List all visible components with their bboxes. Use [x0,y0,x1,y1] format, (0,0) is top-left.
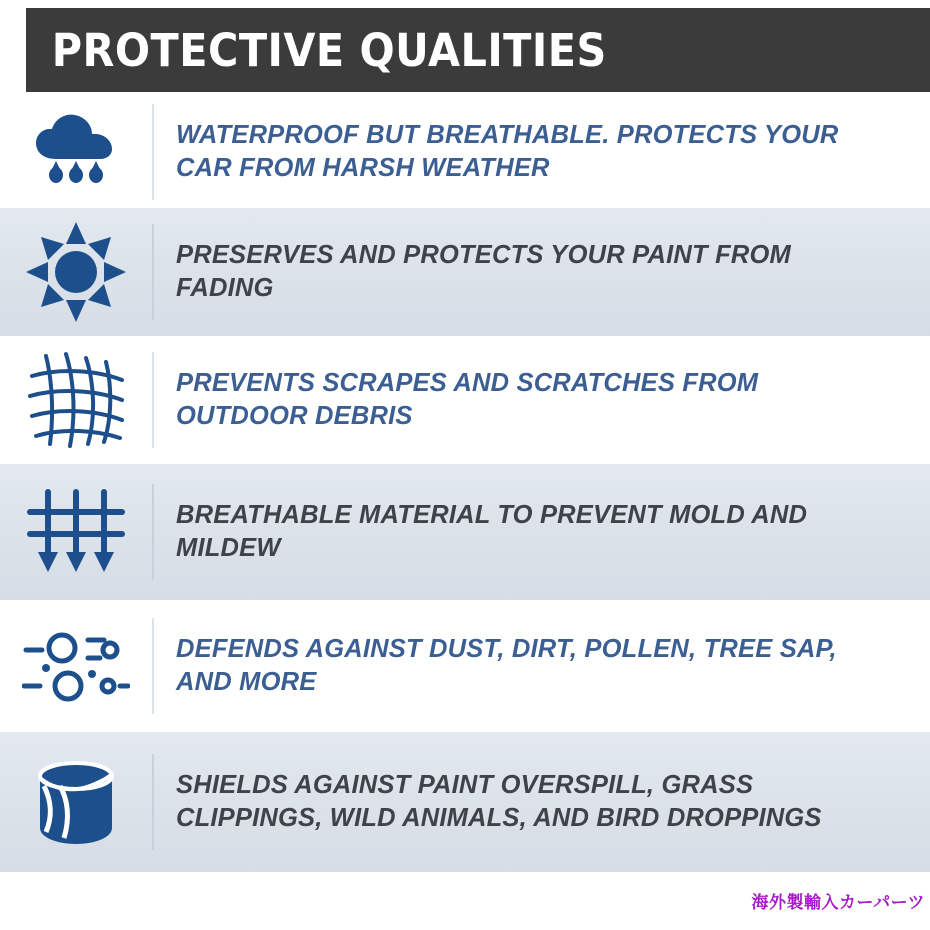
rain-cloud-icon [28,113,124,191]
feature-text: DEFENDS AGAINST DUST, DIRT, POLLEN, TREE SAP, AND MORE [176,635,837,696]
feature-icon-cell [0,628,152,704]
list-item [0,336,930,464]
feature-icon-cell [0,350,152,450]
feature-text-cell [152,754,930,850]
feature-text: BREATHABLE MATERIAL TO PREVENT MOLD AND MILDEW [176,501,808,562]
airflow-arrows-icon [26,486,126,578]
list-item [0,464,930,600]
sun-icon [24,220,128,324]
header-bar [26,8,930,92]
dust-particles-icon [22,628,130,704]
list-item [0,96,930,208]
paint-can-icon [30,756,122,848]
feature-icon-cell [0,756,152,848]
feature-icon-cell [0,113,152,191]
scratch-mesh-icon [26,350,126,450]
feature-text: PRESERVES AND PROTECTS YOUR PAINT FROM FADING [176,241,791,302]
page-title: PROTECTIVE QUALITIES [51,23,607,77]
feature-text-cell [152,104,930,200]
feature-text: SHIELDS AGAINST PAINT OVERSPILL, GRASS CLIPPINGS, WILD ANIMALS, AND BIRD DROPPINGS [176,771,822,832]
feature-text-cell [152,352,930,448]
feature-list [0,96,930,872]
feature-text-cell [152,224,930,320]
watermark-label: 海外製輸入カーパーツ [745,884,930,918]
feature-text: PREVENTS SCRAPES AND SCRATCHES FROM OUTDOOR DEBRIS [176,369,759,430]
list-item [0,600,930,732]
feature-text: WATERPROOF BUT BREATHABLE. PROTECTS YOUR CAR FROM HARSH WEATHER [176,121,839,182]
feature-icon-cell [0,486,152,578]
feature-icon-cell [0,220,152,324]
feature-text-cell [152,618,930,714]
list-item [0,208,930,336]
feature-text-cell [152,484,930,580]
list-item [0,732,930,872]
